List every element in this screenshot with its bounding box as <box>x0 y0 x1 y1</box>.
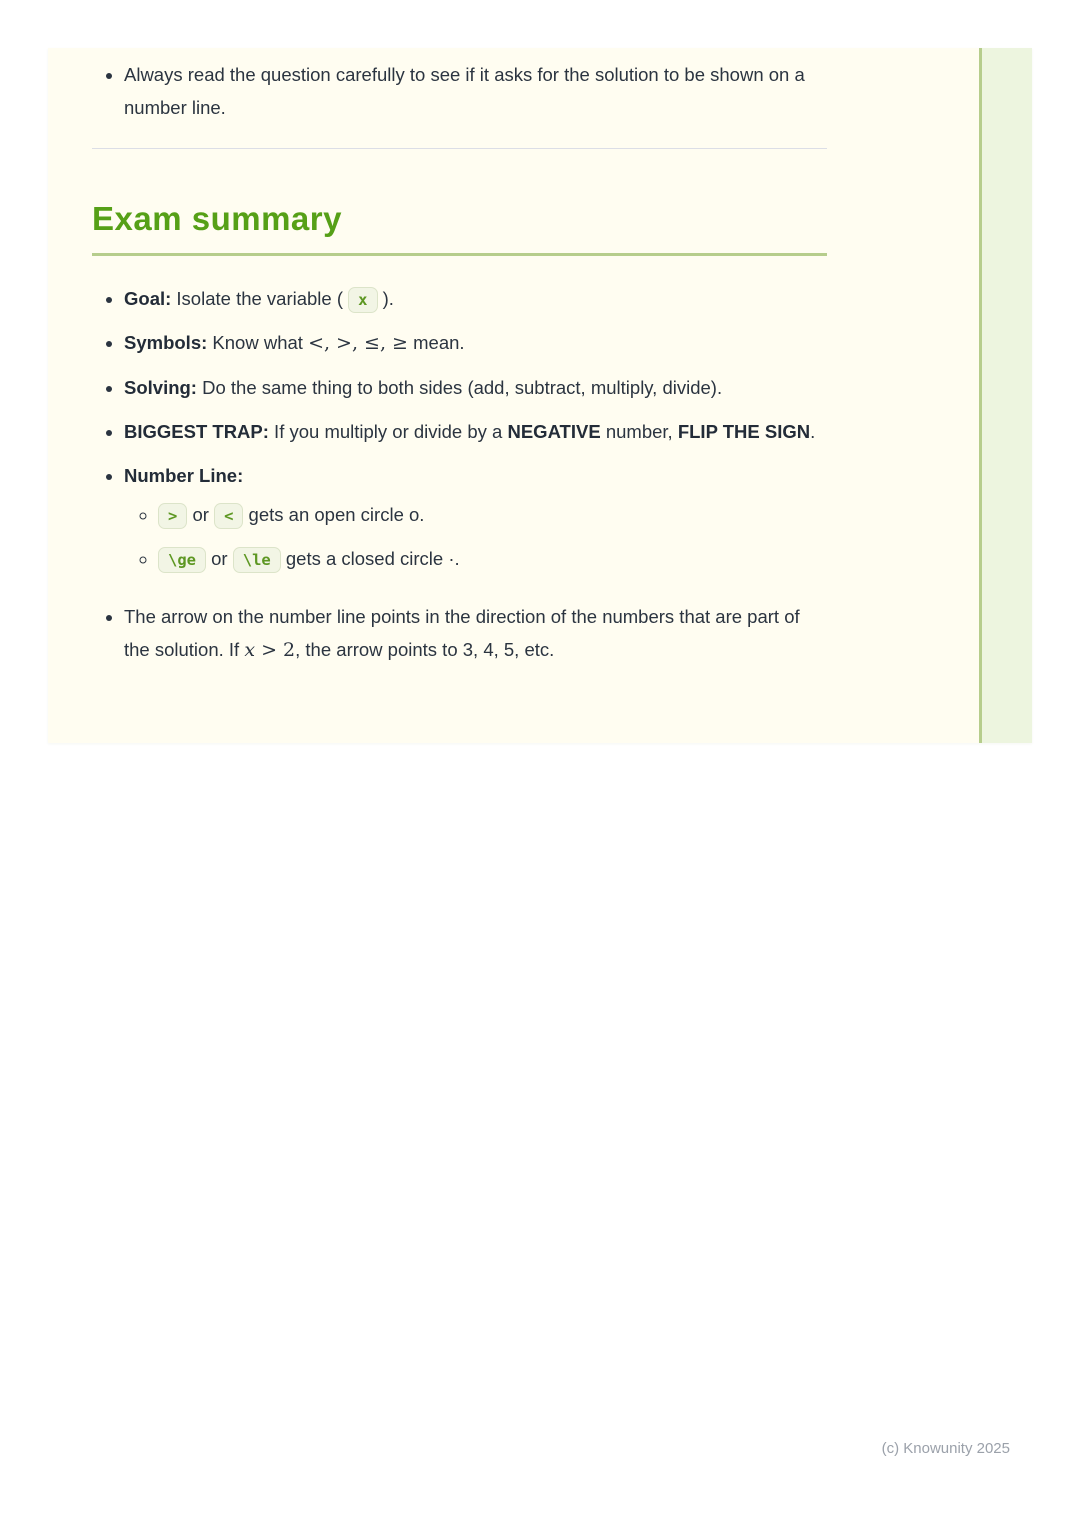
trap-bold-negative: NEGATIVE <box>507 421 601 442</box>
goal-text-pre: Isolate the variable ( <box>171 288 349 309</box>
code-chip-x: x <box>348 287 377 313</box>
arrow-text-2: , the arrow points to 3, 4, 5, etc. <box>295 639 555 660</box>
open-circle-or: or <box>187 504 215 525</box>
section-title: Exam summary <box>92 200 342 237</box>
intro-bullet <box>124 58 827 124</box>
math-greater-than-2: > 2 <box>255 639 296 661</box>
open-circle-text: gets an open circle o. <box>243 504 425 525</box>
closed-circle-or: or <box>206 548 233 569</box>
symbols-text-post: mean. <box>407 332 465 353</box>
trap-text-1: If you multiply or divide by a <box>268 421 508 442</box>
heading-underline <box>92 253 827 256</box>
code-chip-ge: \ge <box>158 547 206 573</box>
trap-text-3: . <box>810 421 816 442</box>
list-item-goal <box>124 282 827 315</box>
notes-content <box>92 48 827 678</box>
list-item-arrow-direction <box>124 600 827 667</box>
trap-text-2: number, <box>600 421 678 442</box>
trap-label: BIGGEST TRAP: <box>124 421 269 442</box>
math-variable-x: x <box>244 639 256 661</box>
number-line-sublist <box>124 498 827 575</box>
goal-label: Goal: <box>124 288 172 309</box>
solving-text: Do the same thing to both sides (add, subtract, multiply, divide). <box>196 377 723 398</box>
symbols-text-pre: Know what <box>207 332 309 353</box>
list-item-solving <box>124 371 827 404</box>
intro-bullet-text: Always read the question carefully to see if it asks for the solution to be shown on a number line. <box>124 64 805 118</box>
list-item-symbols <box>124 326 827 360</box>
list-item-biggest-trap <box>124 415 827 448</box>
inequality-symbols: <, >, ≤, ≥ <box>308 332 408 354</box>
goal-text-post: ). <box>377 288 394 309</box>
trap-bold-flip: FLIP THE SIGN <box>677 421 811 442</box>
code-chip-le: \le <box>233 547 281 573</box>
copyright-text: (c) Knowunity 2025 <box>881 1440 1010 1457</box>
green-edge-strip <box>979 48 1032 743</box>
sublist-item-closed-circle <box>158 542 827 575</box>
solving-label: Solving: <box>124 377 197 398</box>
list-item-number-line <box>124 459 827 575</box>
code-chip-gt: > <box>158 503 187 529</box>
symbols-label: Symbols: <box>124 332 208 353</box>
intro-list <box>92 58 827 124</box>
section-divider <box>92 148 827 149</box>
notes-card <box>48 48 1032 743</box>
closed-circle-text: gets a closed circle ·. <box>280 548 460 569</box>
number-line-label: Number Line: <box>124 465 244 486</box>
sublist-item-open-circle <box>158 498 827 531</box>
arrow-text-1: The arrow on the number line points in the direction of the numbers that are part of the solution. If <box>124 606 800 660</box>
summary-list <box>92 282 827 667</box>
code-chip-lt: < <box>214 503 243 529</box>
